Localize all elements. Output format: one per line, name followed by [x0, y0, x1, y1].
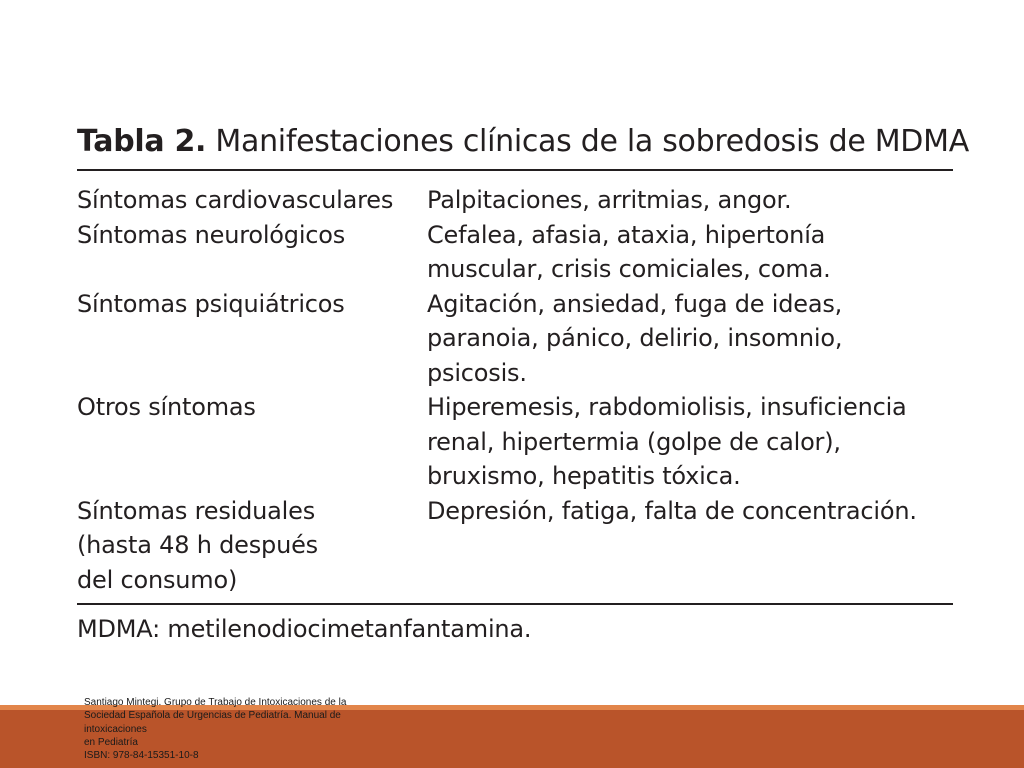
- symptom-manifestations: Depresión, fatiga, falta de concentración.: [427, 496, 917, 525]
- symptom-manifestations: Agitación, ansiedad, fuga de ideas, paranoia, pánico, delirio, insomnio, psicosis.: [427, 289, 843, 387]
- table-title-text: Manifestaciones clínicas de la sobredosis de MDMA: [215, 124, 969, 159]
- table-title-number: Tabla 2.: [77, 124, 207, 159]
- source-citation: Santiago Mintegi. Grupo de Trabajo de Intoxicaciones de la Sociedad Española de Urgencias de Pediatría. Manual de intoxicaciones en Pediatría ISBN: 978-84-15351-10-8: [84, 697, 347, 762]
- symptom-category: Síntomas residuales (hasta 48 h después del consumo): [77, 496, 318, 594]
- symptom-category: Otros síntomas: [77, 393, 256, 421]
- table-body: [77, 171, 953, 603]
- symptom-manifestations: Hiperemesis, rabdomiolisis, insuficiencia renal, hipertermia (golpe de calor), bruxismo, hepatitis tóxica.: [427, 393, 907, 490]
- symptom-manifestations: Palpitaciones, arritmias, angor.: [427, 186, 792, 214]
- table-row: [77, 494, 953, 598]
- symptom-category: Síntomas neurológicos: [77, 220, 346, 249]
- table-row: [77, 287, 953, 391]
- table-row: [77, 390, 953, 494]
- table-title: [77, 120, 969, 164]
- table-footnote: MDMA: metilenodiocimetanfantamina.: [77, 615, 532, 643]
- symptom-category: Síntomas psiquiátricos: [77, 289, 345, 318]
- clinical-table: [77, 120, 969, 647]
- symptom-category: Síntomas cardiovasculares: [77, 186, 394, 214]
- table-row: [77, 183, 953, 218]
- symptom-manifestations: Cefalea, afasia, ataxia, hipertonía muscular, crisis comiciales, coma.: [427, 220, 831, 283]
- table-row: [77, 218, 953, 287]
- table-bottom-rule: [77, 603, 953, 605]
